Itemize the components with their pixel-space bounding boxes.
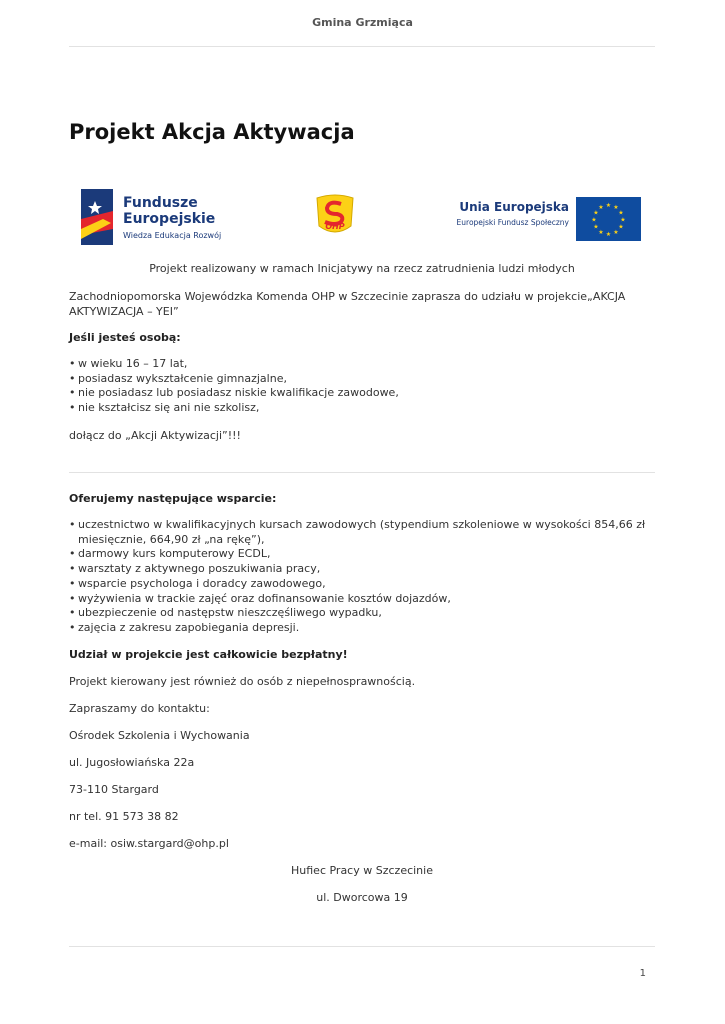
svg-text:★: ★ xyxy=(618,223,624,231)
svg-text:★: ★ xyxy=(598,229,604,236)
ue-logo-line2: Europejski Fundusz Społeczny xyxy=(456,218,569,227)
svg-text:★: ★ xyxy=(598,204,604,211)
ohp-logo xyxy=(311,192,359,242)
list-item: • w wieku 16 – 17 lat, xyxy=(69,357,655,372)
svg-text:★: ★ xyxy=(620,216,626,224)
svg-text:★: ★ xyxy=(591,216,597,224)
eligibility-list xyxy=(69,357,655,416)
contact-phone: nr tel. 91 573 38 82 xyxy=(69,810,179,823)
ohp-badge-icon xyxy=(311,192,359,242)
header-divider xyxy=(69,46,655,47)
list-item: • wsparcie psychologa i doradcy zawodowego, xyxy=(69,577,655,592)
join-cta: dołącz do „Akcji Aktywizacji”!!! xyxy=(69,429,241,442)
fe-flag-icon xyxy=(81,189,117,247)
site-name: Gmina Grzmiąca xyxy=(312,16,413,29)
free-participation-note: Udział w projekcie jest całkowicie bezpłatny! xyxy=(69,648,348,661)
disability-note: Projekt kierowany jest również do osób z niepełnosprawnością. xyxy=(69,675,416,688)
contact-street: ul. Jugosłowiańska 22a xyxy=(69,756,195,769)
contact-street2: ul. Dworcowa 19 xyxy=(316,891,408,904)
eu-flag-icon xyxy=(576,197,641,241)
contact-intro: Zapraszamy do kontaktu: xyxy=(69,702,210,715)
svg-text:★: ★ xyxy=(605,231,612,238)
svg-text:★: ★ xyxy=(593,209,599,217)
page-title: Projekt Akcja Aktywacja xyxy=(69,120,355,144)
footer-divider xyxy=(69,946,655,947)
list-item: • nie posiadasz lub posiadasz niskie kwalifikacje zawodowe, xyxy=(69,386,655,401)
page-number: 1 xyxy=(639,968,646,979)
ue-logo-line1: Unia Europejska xyxy=(459,200,569,214)
list-item: • posiadasz wykształcenie gimnazjalne, xyxy=(69,372,655,387)
logo-bar xyxy=(69,186,655,250)
contact-email: e-mail: osiw.stargard@ohp.pl xyxy=(69,837,229,850)
fundusze-europejskie-logo xyxy=(81,189,251,249)
list-item: • nie kształcisz się ani nie szkolisz, xyxy=(69,401,655,416)
list-item: • warsztaty z aktywnego poszukiwania pracy, xyxy=(69,562,655,577)
fe-logo-line3: Wiedza Edukacja Rozwój xyxy=(123,231,222,240)
list-item: • ubezpieczenie od następstw nieszczęśliwego wypadku, xyxy=(69,606,655,621)
list-item: • darmowy kurs komputerowy ECDL, xyxy=(69,547,655,562)
list-item: • zajęcia z zakresu zapobiegania depresji. xyxy=(69,621,655,636)
project-caption: Projekt realizowany w ramach Inicjatywy na rzecz zatrudnienia ludzi młodych xyxy=(149,262,575,275)
svg-text:★: ★ xyxy=(605,202,612,209)
list-item: • uczestnictwo w kwalifikacyjnych kursach zawodowych (stypendium szkoleniowe w wysokości 854,66 zł miesięcznie, 664,90 zł „na rękę”), xyxy=(69,518,655,547)
list-item: • wyżywienia w trackie zajęć oraz dofinansowanie kosztów dojazdów, xyxy=(69,592,655,607)
svg-text:★: ★ xyxy=(613,204,619,211)
fe-logo-line2: Europejskie xyxy=(123,211,216,227)
intro-text: Zachodniopomorska Wojewódzka Komenda OHP w Szczecinie zaprasza do udziału w projekcie„AKCJA AKTYWIZACJA – YEI” xyxy=(69,290,626,318)
contact-org2: Hufiec Pracy w Szczecinie xyxy=(291,864,433,877)
contact-city: 73-110 Stargard xyxy=(69,783,159,796)
svg-text:★: ★ xyxy=(618,209,624,217)
contact-org: Ośrodek Szkolenia i Wychowania xyxy=(69,729,250,742)
unia-europejska-logo xyxy=(431,196,581,240)
section-divider xyxy=(69,472,655,473)
fe-logo-line1: Fundusze xyxy=(123,195,198,211)
eligibility-heading: Jeśli jesteś osobą: xyxy=(69,331,181,344)
support-heading: Oferujemy następujące wsparcie: xyxy=(69,492,277,505)
svg-text:★: ★ xyxy=(613,229,619,236)
ohp-logo-text: OHP xyxy=(325,222,345,231)
svg-text:★: ★ xyxy=(593,223,599,231)
support-list xyxy=(69,518,655,636)
